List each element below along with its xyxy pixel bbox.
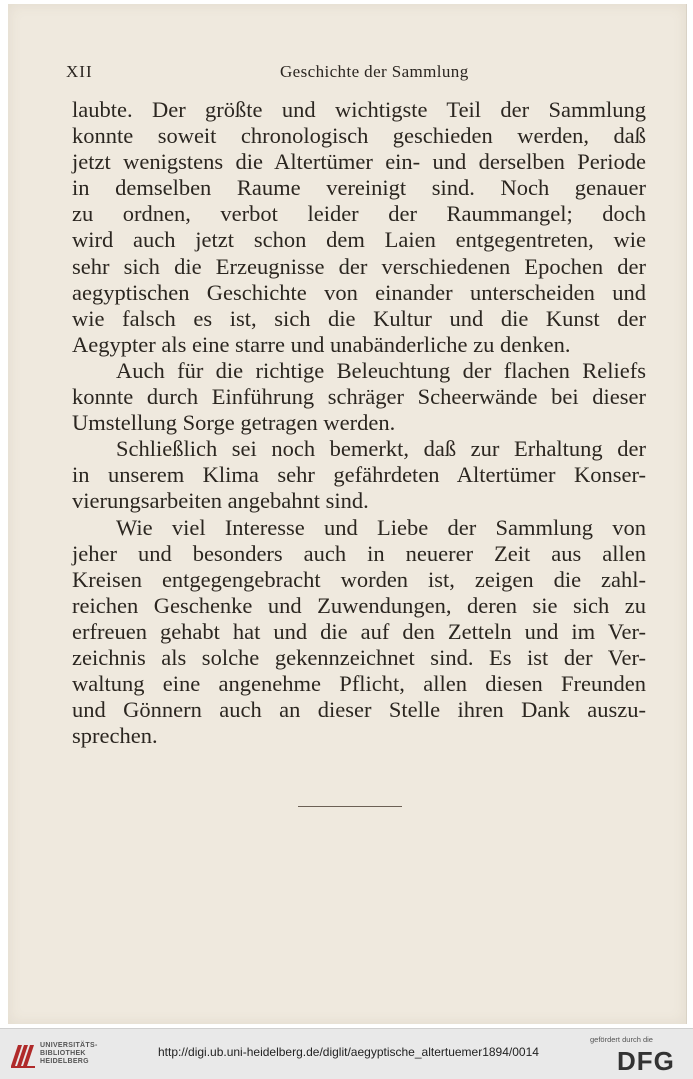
text-line: sehr sich die Erzeugnisse der verschiedenen Epochen der <box>72 253 646 279</box>
text-line: Kreisen entgegengebracht worden ist, zeigen die zahl- <box>72 566 646 592</box>
book-page <box>8 4 687 1024</box>
library-name-line: UNIVERSITÄTS- <box>40 1042 98 1049</box>
text-line: Auch für die richtige Beleuchtung der flachen Reliefs <box>116 357 646 383</box>
library-name-line: BIBLIOTHEK <box>40 1050 86 1057</box>
text-line: vierungsarbeiten angebahnt sind. <box>72 488 369 514</box>
text-line: sprechen. <box>72 723 158 749</box>
text-line: waltung eine angenehme Pflicht, allen diesen Freunden <box>72 671 646 697</box>
text-line: zu ordnen, verbot leider der Raummangel; doch <box>72 201 646 227</box>
source-url-link[interactable]: http://digi.ub.uni-heidelberg.de/diglit/aegyptische_altertuemer1894/0014 <box>158 1045 539 1059</box>
text-line: reichen Geschenke und Zuwendungen, deren sie sich zu <box>72 592 646 618</box>
library-name <box>40 1042 110 1066</box>
text-line: jetzt wenigstens die Altertümer ein- und derselben Periode <box>72 149 646 175</box>
text-line: Umstellung Sorge getragen werden. <box>72 410 396 436</box>
text-line: in unserem Klima sehr gefährdeten Altertümer Konser- <box>72 462 646 488</box>
ub-heidelberg-logo-icon <box>8 1039 38 1069</box>
closing-rule <box>298 806 402 807</box>
text-line: konnte durch Einführung schräger Scheerwände bei dieser <box>72 384 646 410</box>
text-line: laubte. Der größte und wichtigste Teil der Sammlung <box>72 97 646 122</box>
text-line: wie falsch es ist, sich die Kultur und die Kunst der <box>72 305 646 331</box>
library-name-line: HEIDELBERG <box>40 1058 89 1065</box>
text-line: konnte soweit chronologisch geschieden werden, daß <box>72 123 646 149</box>
page-number: XII <box>66 62 93 81</box>
text-line: erfreuen gehabt hat und die auf den Zetteln und im Ver- <box>72 618 646 644</box>
text-line: jeher und besonders auch in neuerer Zeit aus allen <box>72 540 646 566</box>
dfg-logo-text: DFG <box>617 1047 675 1073</box>
running-head-title: Geschichte der Sammlung <box>280 62 469 81</box>
text-line: Wie viel Interesse und Liebe der Sammlung von <box>116 514 646 540</box>
text-line: in demselben Raume vereinigt sind. Noch genauer <box>72 175 646 201</box>
text-line: wird auch jetzt schon dem Laien entgegentreten, wie <box>72 227 646 253</box>
text-line: Schließlich sei noch bemerkt, daß zur Erhaltung der <box>116 436 646 462</box>
body-text <box>72 97 646 749</box>
dfg-logo-icon <box>615 1047 685 1073</box>
text-line: und Gönnern auch an dieser Stelle ihren Dank auszu- <box>72 697 646 723</box>
text-line: Aegypter als eine starre und unabänderliche zu denken. <box>72 331 571 357</box>
funding-note: gefördert durch die <box>590 1035 653 1044</box>
footer-bar <box>0 1028 693 1079</box>
text-line: aegyptischen Geschichte von einander unterscheiden und <box>72 279 646 305</box>
text-line: zeichnis als solche gekennzeichnet sind. Es ist der Ver- <box>72 644 646 670</box>
running-head <box>58 60 638 92</box>
